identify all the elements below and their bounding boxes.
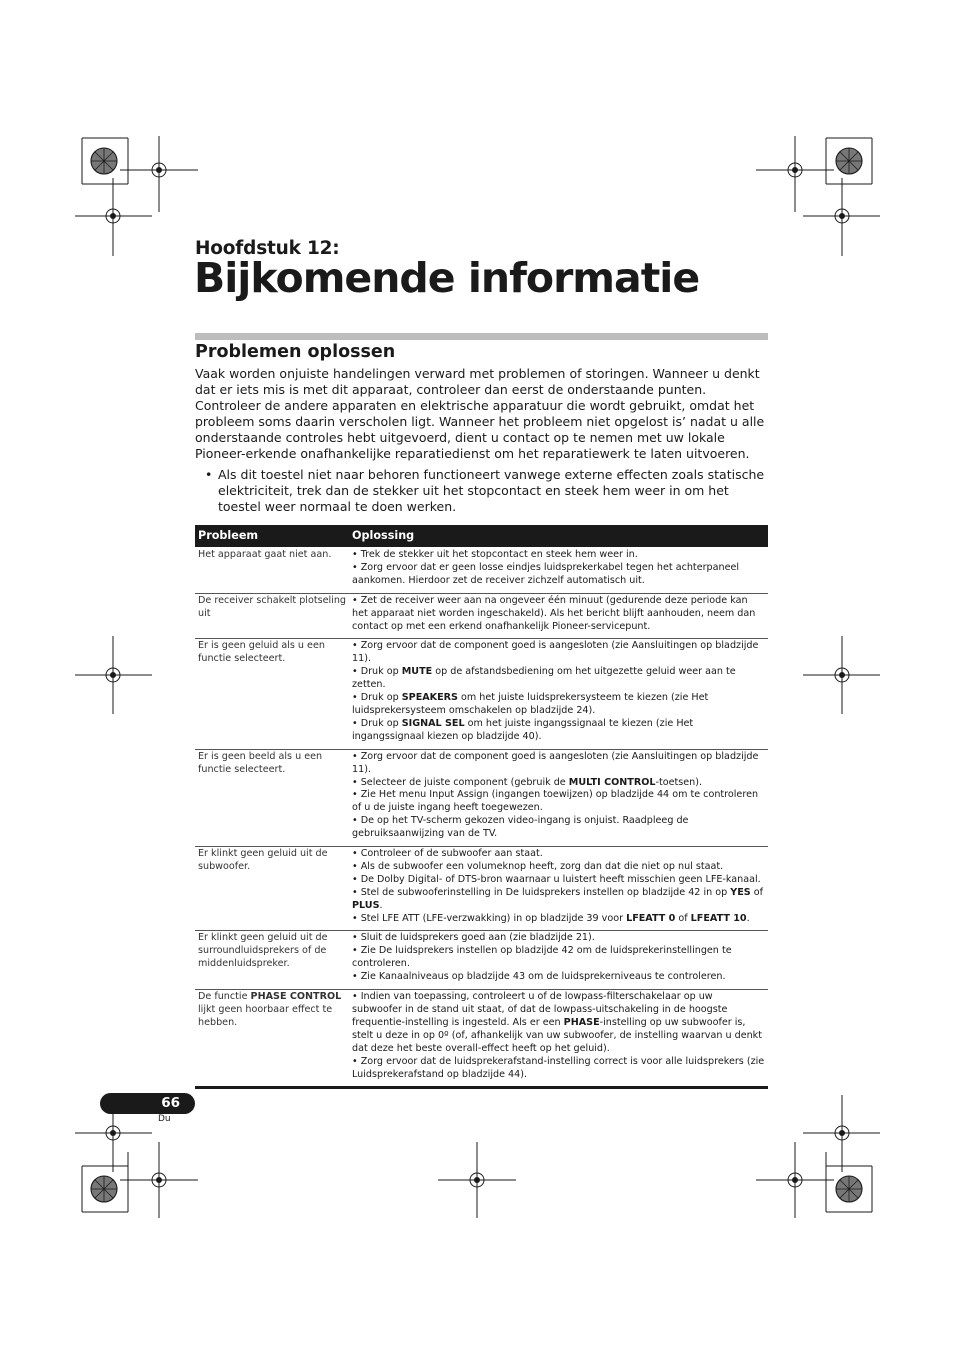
solution-line: • Zie De luidsprekers instellen op bladzijde 42 om de luidsprekerinstellingen te controleren. xyxy=(352,945,732,970)
table-row xyxy=(195,749,768,846)
solution-line: • Druk op MUTE op de afstandsbediening om het uitgezette geluid weer aan te zetten. xyxy=(352,666,736,691)
solution-cell xyxy=(349,749,768,846)
solution-cell xyxy=(349,639,768,749)
page-number: 66 xyxy=(161,1095,180,1111)
solution-line: • Zorg ervoor dat de component goed is aangesloten (zie Aansluitingen op bladzijde 11). xyxy=(352,750,759,775)
troubleshooting-table xyxy=(195,525,768,1089)
section-rule xyxy=(195,333,768,340)
chapter-label: Hoofdstuk 12: xyxy=(195,238,340,259)
problem-cell: Het apparaat gaat niet aan. xyxy=(195,547,349,593)
table-header-row xyxy=(195,525,768,547)
table-row xyxy=(195,931,768,990)
problem-cell: Er klinkt geen geluid uit de subwoofer. xyxy=(195,847,349,931)
problem-cell: Er is geen beeld als u een functie selecteert. xyxy=(195,749,349,846)
bullet-text: Als dit toestel niet naar behoren functioneert vanwege externe effecten zoals statische elektriciteit, trek dan de stekker uit het stopcontact en steek hem weer in om het toestel weer normaal te doen werken. xyxy=(218,467,765,514)
solution-cell xyxy=(349,847,768,931)
solution-line: • Zet de receiver weer aan na ongeveer één minuut (gedurende deze periode kan het apparaat niet worden ingeschakeld). Als het bericht blijft aanhouden, neem dan contact op met een erkend onafhankelijk Pioneer-servicepunt. xyxy=(352,594,756,632)
solution-line: • Zorg ervoor dat de component goed is aangesloten (zie Aansluitingen op bladzijde 11). xyxy=(352,640,759,665)
problem-cell: De receiver schakelt plotseling uit xyxy=(195,593,349,639)
solution-line: • Selecteer de juiste component (gebruik de MULTI CONTROL-toetsen). xyxy=(352,776,703,788)
header-problem: Probleem xyxy=(195,525,349,547)
solution-line: • Zorg ervoor dat de luidsprekerafstand-instelling correct is voor alle luidsprekers (zie Luidsprekerafstand op bladzijde 44). xyxy=(352,1055,765,1080)
problem-cell: Er is geen geluid als u een functie selecteert. xyxy=(195,639,349,749)
solution-line: • Stel de subwooferinstelling in De luidsprekers instellen op bladzijde 42 in op YES of PLUS. xyxy=(352,886,763,911)
solution-line: • Trek de stekker uit het stopcontact en steek hem weer in. xyxy=(352,549,638,560)
problem-cell: De functie PHASE CONTROL lijkt geen hoorbaar effect te hebben. xyxy=(195,990,349,1088)
solution-line: • Druk op SPEAKERS om het juiste luidsprekersysteem te kiezen (zie Het luidsprekersysteem omschakelen op bladzijde 24). xyxy=(352,692,709,716)
header-solution: Oplossing xyxy=(349,525,768,547)
solution-line: • Sluit de luidsprekers goed aan (zie bladzijde 21). xyxy=(352,932,595,944)
page-language: Du xyxy=(158,1114,171,1124)
page-title: Bijkomende informatie xyxy=(194,254,700,302)
solution-line: • Zie Kanaalniveaus op bladzijde 43 om de luidsprekerniveaus te controleren. xyxy=(352,971,726,983)
solution-cell xyxy=(349,990,768,1088)
solution-line: • Druk op SIGNAL SEL om het juiste ingangssignaal te kiezen (zie Het ingangssignaal kiezen op bladzijde 40). xyxy=(352,717,694,742)
table-row xyxy=(195,547,768,593)
solution-cell xyxy=(349,931,768,990)
section-heading: Problemen oplossen xyxy=(195,342,396,362)
solution-line: • De Dolby Digital- of DTS-bron waarnaar u luistert heeft misschien geen LFE-kanaal. xyxy=(352,873,761,885)
table-row xyxy=(195,639,768,749)
solution-line: • Zorg ervoor dat er geen losse eindjes luidsprekerkabel tegen het achterpaneel aankomen. Hierdoor zet de receiver zichzelf automatisch uit. xyxy=(352,561,740,586)
solution-line: • De op het TV-scherm gekozen video-ingang is onjuist. Raadpleeg de gebruiksaanwijzing van de TV. xyxy=(352,815,689,840)
problem-cell: Er klinkt geen geluid uit de surroundluidsprekers of de middenluidspreker. xyxy=(195,931,349,990)
solution-line: • Indien van toepassing, controleert u of de lowpass-filterschakelaar op uw subwoofer in de stand uit staat, of dat de lowpass-uitschakeling in de hoogste frequentie-instelling is ingesteld. Als er een PHASE-instelling op uw subwoofer is, stelt u deze in op 0º (of, afhankelijk van uw subwoofer, de instelling waarvan u denkt dat deze het beste overall-effect heeft op het geluid). xyxy=(352,991,762,1054)
intro-paragraph: Vaak worden onjuiste handelingen verward met problemen of storingen. Wanneer u denkt dat er iets mis is met dit apparaat, controleer dan eerst de onderstaande punten. Controleer de andere apparaten en elektrische apparatuur die wordt gebruikt, omdat het probleem soms daarin verscholen ligt. Wanneer het probleem niet opgelost is’ nadat u alle onderstaande controles hebt uitgevoerd, dient u contact op te nemen met uw lokale Pioneer-erkende onafhankelijke reparatiedienst om het reparatiewerk te laten uitvoeren. xyxy=(195,366,765,461)
solution-cell xyxy=(349,593,768,639)
solution-line: • Als de subwoofer een volumeknop heeft, zorg dan dat die niet op nul staat. xyxy=(352,860,724,872)
solution-cell xyxy=(349,547,768,593)
table-row xyxy=(195,593,768,639)
table-row xyxy=(195,847,768,931)
solution-line: • Controleer of de subwoofer aan staat. xyxy=(352,848,543,860)
solution-line: • Stel LFE ATT (LFE-verzwakking) in op bladzijde 39 voor LFEATT 0 of LFEATT 10. xyxy=(352,912,750,924)
bullet-symbol: • xyxy=(205,467,213,482)
solution-line: • Zie Het menu Input Assign (ingangen toewijzen) op bladzijde 44 om te controleren of u de juiste ingang heeft toegewezen. xyxy=(352,789,759,814)
table-row xyxy=(195,990,768,1088)
